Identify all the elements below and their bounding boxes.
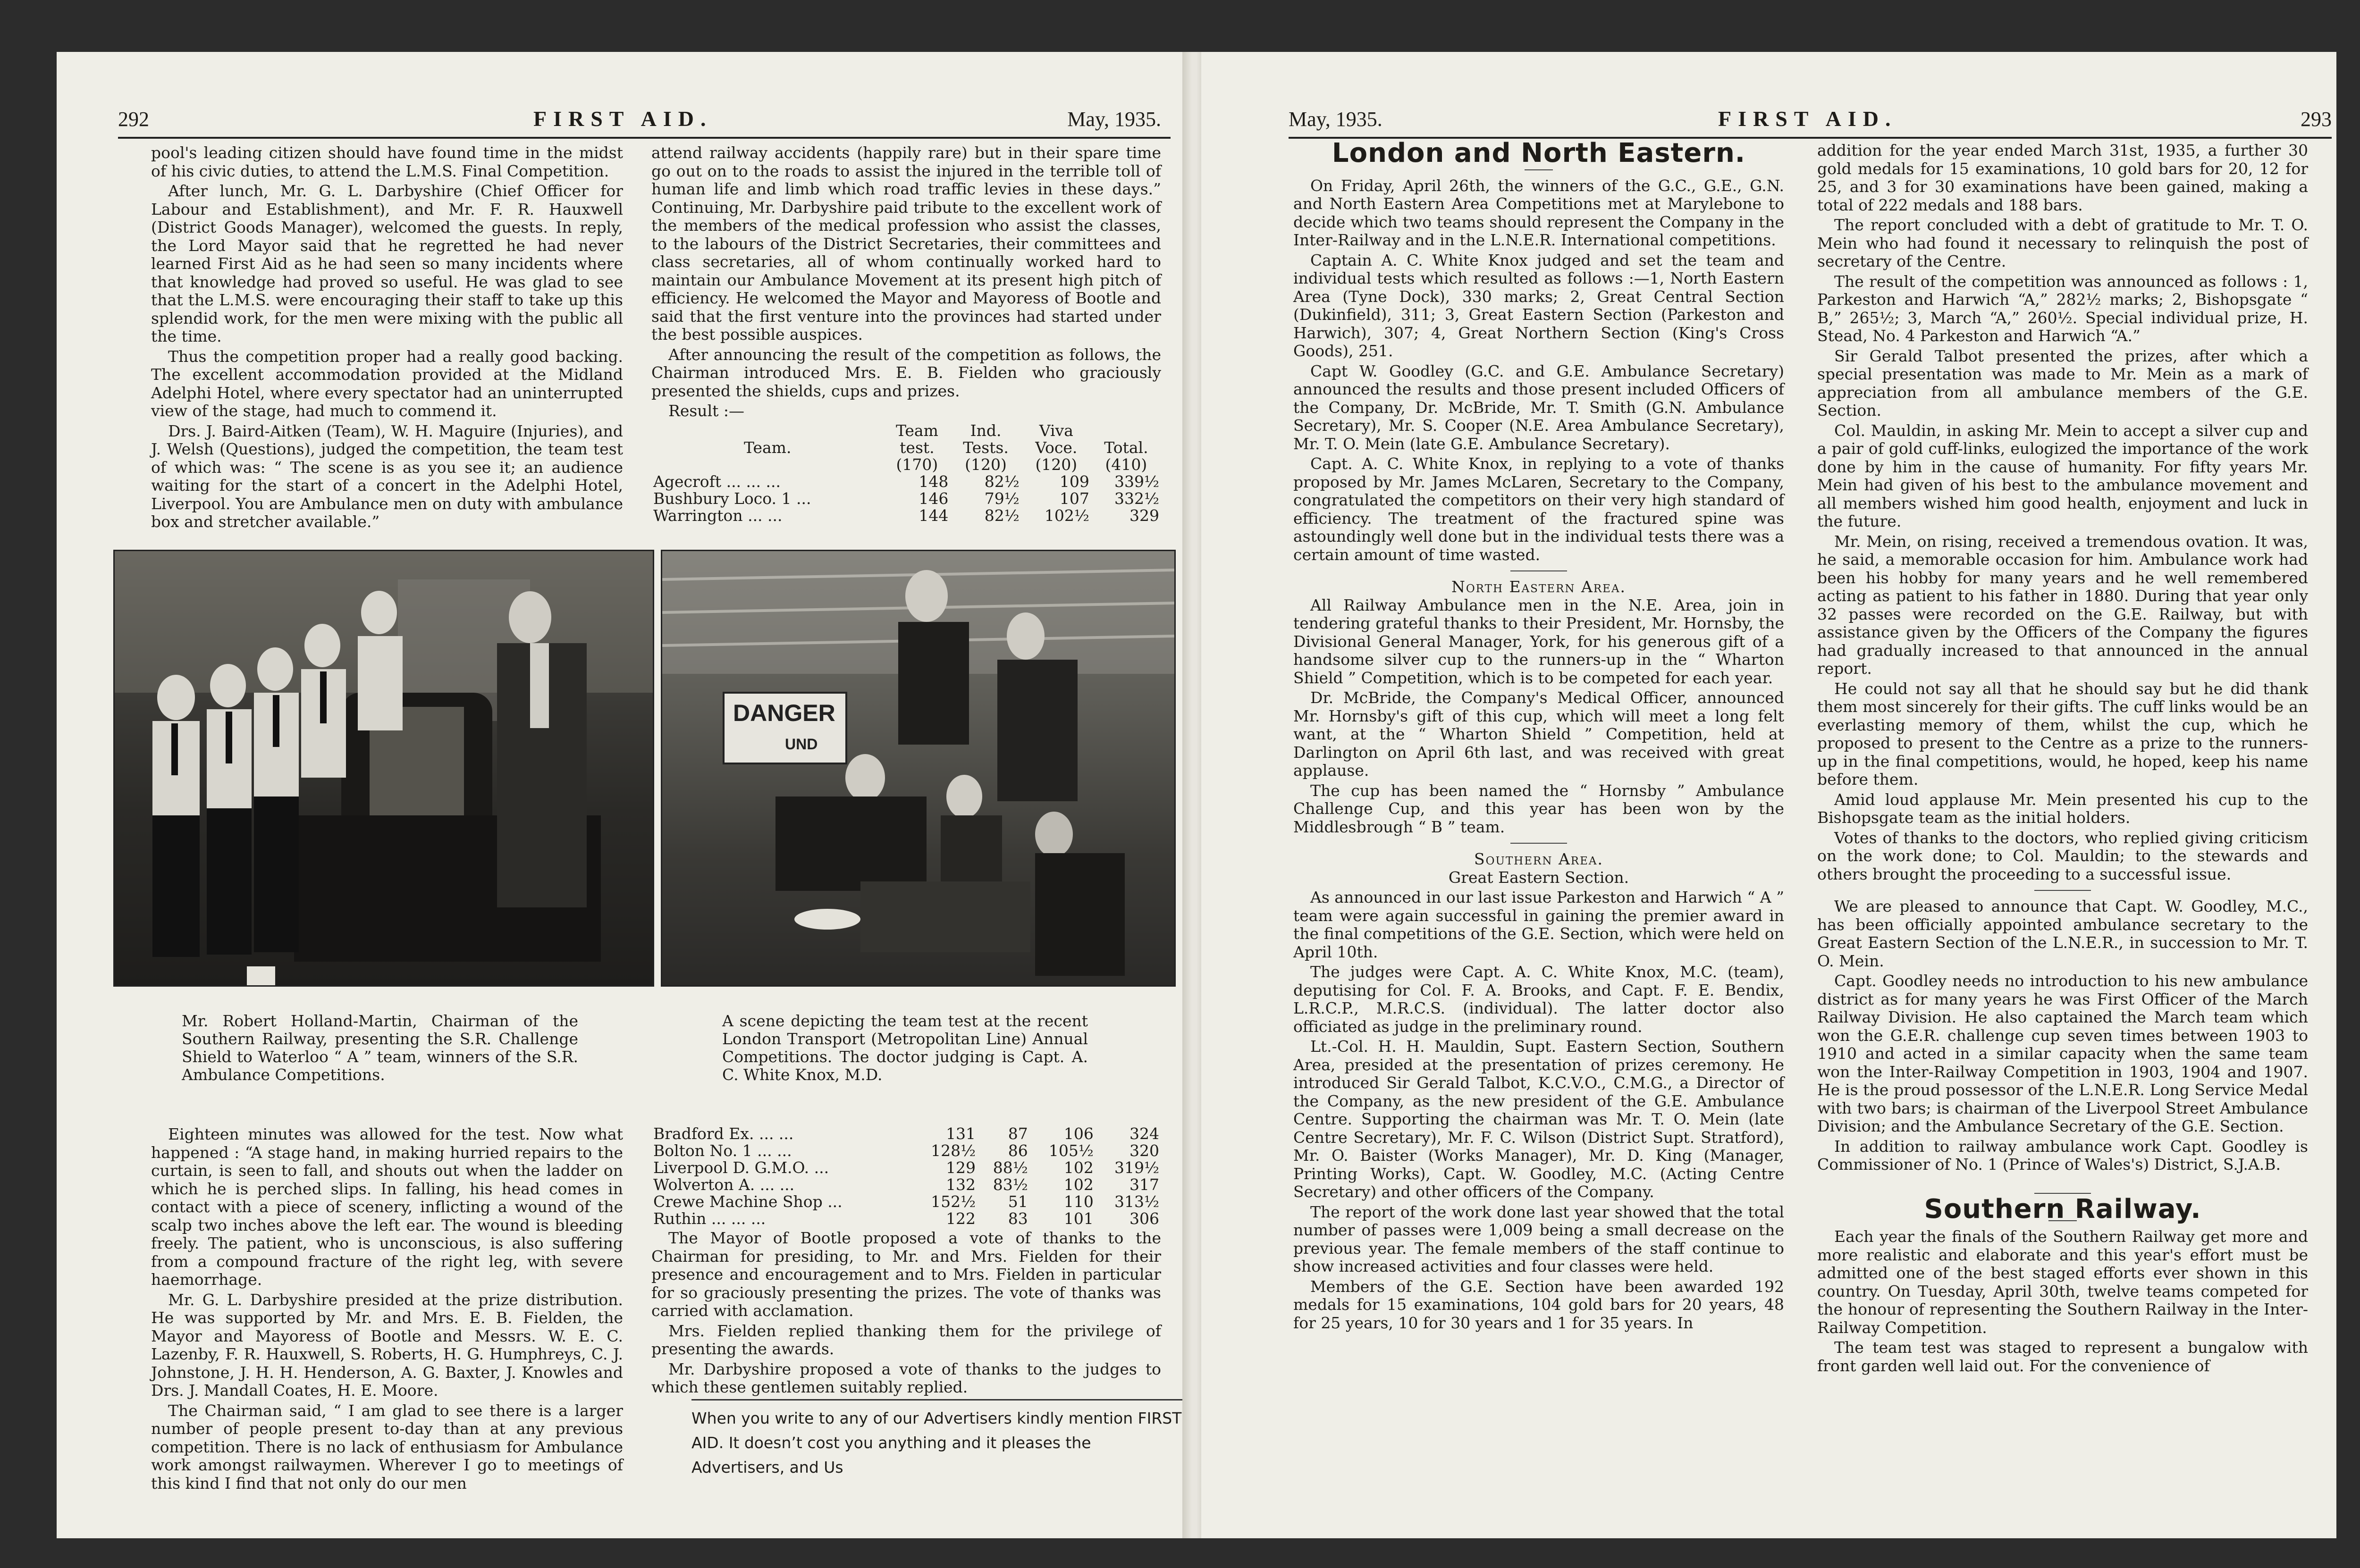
table-cell: Liverpool D. G.M.O. ...: [653, 1158, 829, 1177]
table-cell: 332½: [1114, 489, 1159, 508]
goodley-paragraphs: [1817, 897, 2308, 1174]
results-table-top: [651, 422, 1161, 524]
table-header-cell: (170): [896, 455, 938, 474]
table-cell: 101: [1063, 1209, 1094, 1228]
table-row: [651, 490, 1161, 507]
table-header-cell: [651, 422, 884, 439]
danger-sign-subtext: UND: [785, 736, 818, 753]
table-cell: 110: [1063, 1192, 1094, 1211]
table-cell: Agecroft ... ... ...: [653, 472, 781, 491]
table-cell: 313½: [1114, 1192, 1159, 1211]
table-header-row: [651, 439, 1161, 456]
table-cell: 86: [1008, 1141, 1028, 1160]
paragraph: Amid loud applause Mr. Mein presented his cup to the Bishopsgate team as the initial holders.: [1817, 790, 2308, 827]
table-cell: 102: [1063, 1175, 1094, 1194]
table-cell: 102: [1063, 1158, 1094, 1177]
left-column-1-bottom: [151, 1125, 623, 1494]
divider: [1510, 843, 1567, 844]
table-cell: Bushbury Loco. 1 ...: [653, 489, 811, 508]
caption-team-test: A scene depicting the team test at the recent London Transport (Metropolitan Line) Annual Competitions. The doctor judging is Capt. A. C. White Knox, M.D.: [722, 1012, 1088, 1084]
paragraph: Mr. G. L. Darbyshire presided at the prize distribution. He was supported by Mr. and Mrs. E. B. Fielden, the Mayor and Mayoress of Bootle and Messrs. W. E. C. Lazenby, F. R. Hauxwell, S. Roberts, H. G. Humphreys, C. J. Johnstone, J. H. H. Henderson, A. G. Baxter, J. Knowles and Drs. J. Mandall Coates, H. E. Moore.: [151, 1290, 623, 1400]
table-cell: 132: [946, 1175, 976, 1194]
table-cell: 148: [919, 472, 949, 491]
issue-date: May, 1935.: [1067, 108, 1161, 131]
paragraph: The report of the work done last year showed that the total number of passes were 1,009 being a small decrease on the previous year. The female members of the staff continue to show increased activities and four classes were held.: [1293, 1202, 1784, 1275]
photo-shield-presentation: [113, 550, 654, 987]
paragraph: Drs. J. Baird-Aitken (Team), W. H. Maguire (Injuries), and J. Welsh (Questions), judged the competition, the team test of which was: “ The scene is as you see it; an audience waiting for the start of a concert in the Adelphi Hotel, Liverpool. You are Ambulance men on duty with ambulance box and stretcher available.”: [151, 421, 623, 531]
paragraph: After announcing the result of the competition as follows, the Chairman introduced Mrs. E. B. Fielden who graciously presented the shields, cups and prizes.: [651, 345, 1161, 400]
paragraph: Dr. McBride, the Company's Medical Officer, announced Mr. Hornsby's gift of this cup, which will meet a long felt want, at the “ Wharton Shield ” Competition, held at Darlington on April 6th last, and was received with great applause.: [1293, 688, 1784, 780]
left-page: [57, 52, 1187, 1538]
table-header-cell: Team.: [744, 438, 792, 457]
paragraph: The Chairman said, “ I am glad to see there is a larger number of people present to-day than at any previous competition. There is no lack of enthusiasm for Ambulance work amongst railwaymen. Wherever I go to meetings of this kind I find that not only do our men: [151, 1401, 623, 1493]
table-header-cell: Viva: [1039, 421, 1073, 440]
table-row: [651, 1193, 1161, 1210]
table-header-cell: Ind.: [970, 421, 1002, 440]
column-2-paragraphs: [1817, 142, 2308, 883]
table-row: [651, 1159, 1161, 1176]
photo-team-test-scene: [661, 550, 1176, 987]
paragraph: The team test was staged to represent a bungalow with front garden well laid out. For the convenience of: [1817, 1338, 2308, 1375]
table-cell: 83½: [993, 1175, 1028, 1194]
paragraph: Votes of thanks to the doctors, who replied giving criticism on the work done; to Col. Mauldin; to the stewards and others brought the proceeding to a successful issue.: [1817, 828, 2308, 883]
page-number: 293: [2301, 108, 2332, 131]
table-row: [651, 1210, 1161, 1227]
table-header-cell: (120): [1035, 455, 1078, 474]
paragraph: The Mayor of Bootle proposed a vote of thanks to the Chairman for presiding, to Mr. and Mrs. Fielden for their presence and encouragement and to Mrs. Fielden in particular for so graciously presenting the prizes. The vote of thanks was carried with acclamation.: [651, 1229, 1161, 1320]
journal-title: FIRST AID.: [1718, 107, 1897, 131]
table-cell: 88½: [993, 1158, 1028, 1177]
north-eastern-paragraphs: [1293, 596, 1784, 837]
paragraph: After lunch, Mr. G. L. Darbyshire (Chief Officer for Labour and Establishment), and Mr. F. R. Hauxwell (District Goods Manager), welcomed the guests. In reply, the Lord Mayor said that he regretted he had never learned First Aid as he had seen so many incidents where that knowledge had proved so useful. He was glad to see that the L.M.S. were encouraging their staff to take up this splendid work, for the men were mixing with the public all the time.: [151, 182, 623, 345]
table-cell: 105½: [1048, 1141, 1094, 1160]
paragraph: addition for the year ended March 31st, 1935, a further 30 gold medals for 15 examinations, 10 gold bars for 20, 12 for 25, and 3 for 30 examinations have been gained, making a total of 222 medals and 188 bars.: [1817, 141, 2308, 214]
paragraph: The judges were Capt. A. C. White Knox, M.C. (team), deputising for Col. F. A. Brooks, and Capt. F. E. Bendix, L.R.C.P., M.R.C.S. (individual). The latter doctor also officiated as judge in the preliminary round.: [1293, 963, 1784, 1036]
table-cell: 144: [919, 506, 949, 525]
table-cell: 319½: [1114, 1158, 1159, 1177]
table-cell: 107: [1059, 489, 1089, 508]
paragraph: Capt W. Goodley (G.C. and G.E. Ambulance Secretary) announced the results and those present included Officers of the Company, Dr. McBride, Mr. T. Smith (G.N. Ambulance Secretary), Mr. S. Cooper (N.E. Area Ambulance Secretary), Mr. T. O. Mein (late G.E. Ambulance Secretary).: [1293, 361, 1784, 453]
paragraph: Capt. Goodley needs no introduction to his new ambulance district as for many years he was First Officer of the March Railway Division. He also captained the March team which won the G.E.R. challenge cup seven times between 1903 to 1910 and acted in a similar capacity when the same team won the Inter-Railway Competition in 1903, 1904 and 1907. He is the proud possessor of the L.N.E.R. Long Service Medal with two bars; is chairman of the Liverpool Street Ambulance Division; and the Ambulance Secretary of the G.E. Section.: [1817, 972, 2308, 1135]
table-cell: 339½: [1114, 472, 1159, 491]
paragraph: Col. Mauldin, in asking Mr. Mein to accept a silver cup and a pair of gold cuff-links, eulogized the importance of the work done by him in the cause of humanity. For fifty years Mr. Mein had given of his best to the ambulance movement and all members wished him good health, enjoyment and luck in the future.: [1817, 421, 2308, 530]
table-cell: 129: [946, 1158, 976, 1177]
table-cell: Wolverton A. ... ...: [653, 1175, 795, 1194]
column-2-bottom-paragraphs: [651, 1229, 1161, 1397]
table-header-cell: (120): [965, 455, 1007, 474]
journal-title: FIRST AID.: [533, 107, 713, 131]
page-number: 292: [118, 108, 149, 131]
right-page-header: [1289, 99, 2332, 139]
table-header-cell: [1091, 422, 1161, 439]
table-header-cell: test.: [900, 438, 935, 457]
table-cell: 128½: [931, 1141, 976, 1160]
right-page: [1201, 52, 2336, 1538]
paragraph: Lt.-Col. H. H. Mauldin, Supt. Eastern Section, Southern Area, presided at the presentation of prizes ceremony. He introduced Sir Gerald Talbot, K.C.V.O., C.M.G., a Director of the Company, as the new president of the G.E. Ambulance Centre. Supporting the chairman was Mr. T. O. Mein (late Centre Secretary), Mr. F. C. Wilson (District Supt. Stratford), Mr. O. Baister (Works Manager), Mr. D. King (Manager, Printing Works), Capt. W. Goodley, M.C. (Acting Centre Secretary) and other officers of the Company.: [1293, 1037, 1784, 1201]
southern-area-paragraphs: [1293, 889, 1784, 1332]
table-cell: 320: [1129, 1141, 1159, 1160]
heading-lner: London and North Eastern.: [1332, 138, 1746, 168]
left-page-header: [118, 99, 1171, 139]
table-cell: 83: [1008, 1209, 1028, 1228]
table-cell: 82½: [984, 506, 1020, 525]
photo-shield-presentation-drawing: [115, 551, 653, 985]
table-cell: 324: [1129, 1124, 1159, 1143]
photo-team-test-scene-drawing: [662, 551, 1174, 985]
paragraph: Mr. Darbyshire proposed a vote of thanks to the judges to which these gentlemen suitably replied.: [651, 1359, 1161, 1396]
left-column-1: [151, 144, 623, 533]
subheading-great-eastern-section: Great Eastern Section.: [1448, 868, 1629, 887]
table-row: [651, 1142, 1161, 1159]
result-label: Result :—: [668, 402, 744, 420]
left-column-2: [651, 144, 1161, 524]
table-header-cell: Voce.: [1035, 438, 1078, 457]
table-cell: 102½: [1044, 506, 1089, 525]
table-cell: 51: [1008, 1192, 1028, 1211]
table-cell: 109: [1059, 472, 1089, 491]
caption-shield-presentation: Mr. Robert Holland-Martin, Chairman of the Southern Railway, presenting the S.R. Challenge Shield to Waterloo “ A ” team, winners of the S.R. Ambulance Competitions.: [182, 1012, 578, 1084]
paragraph: All Railway Ambulance men in the N.E. Area, join in tendering grateful thanks to their President, Mr. Hornsby, the Divisional General Manager, York, for his generous gift of a handsome silver cup to the runners-up in the “ Wharton Shield ” Competition, which is to be competed for each year.: [1293, 595, 1784, 687]
table-cell: 131: [946, 1124, 976, 1143]
paragraph: As announced in our last issue Parkeston and Harwich “ A ” team were again successful in gaining the premier award in the final competitions of the G.E. Section, which were held on April 10th.: [1293, 888, 1784, 961]
lner-paragraphs: [1293, 177, 1784, 564]
table-cell: Bolton No. 1 ... ...: [653, 1141, 792, 1160]
right-column-2: [1817, 142, 2308, 1377]
table-cell: 306: [1129, 1209, 1159, 1228]
results-table-bottom: [651, 1125, 1161, 1227]
paragraph: Eighteen minutes was allowed for the test. Now what happened : “A stage hand, in making hurried repairs to the curtain, is seen to fall, and shouts out when the ladder on which he is perched slips. In falling, his head comes in contact with a piece of scenery, inflicting a wound of the scalp two inches above the left ear. The wound is bleeding freely. The patient, who is unconscious, is also suffering from a compound fracture of the right leg, with severe haemorrhage.: [151, 1125, 623, 1289]
table-header-cell: (410): [1105, 455, 1147, 474]
table-header-row: [651, 456, 1161, 473]
table-cell: Ruthin ... ... ...: [653, 1209, 766, 1228]
table-cell: Warrington ... ...: [653, 506, 783, 525]
table-header-cell: [651, 456, 884, 473]
subheading-north-eastern-area: North Eastern Area.: [1451, 578, 1627, 596]
table-cell: 317: [1129, 1175, 1159, 1194]
paragraph: pool's leading citizen should have found time in the midst of his civic duties, to attend the L.M.S. Final Competition.: [151, 143, 623, 180]
danger-sign-text: DANGER: [733, 700, 835, 726]
paragraph: Each year the finals of the Southern Railway get more and more realistic and elaborate and this year's effort must be admitted one of the best staged efforts ever shown in this country. On Tuesday, April 30th, twelve teams competed for the honour of representing the Southern Railway in the Inter-Railway Competition.: [1817, 1227, 2308, 1337]
table-cell: 146: [919, 489, 949, 508]
table-header-cell: Total.: [1104, 438, 1148, 457]
paragraph: attend railway accidents (happily rare) but in their spare time go out on to the roads to assist the injured in the terrible toll of human life and limb which road traffic levies in these days.” Continuing, Mr. Darbyshire paid tribute to the excellent work of the members of the medical profession who assist the classes, to the labours of the District Secretaries, their committees and class secretaries, all of whom continually worked hard to maintain our Ambulance Movement at its present high pitch of efficiency. He welcomed the Mayor and Mayoress of Bootle and said that the first venture into the provinces had started under the best possible auspices.: [651, 143, 1161, 344]
right-column-1: [1293, 138, 1784, 1334]
issue-date: May, 1935.: [1289, 108, 1382, 131]
divider: [1525, 169, 1553, 170]
table-cell: 106: [1063, 1124, 1094, 1143]
paragraph: Thus the competition proper had a really good backing. The excellent accommodation provided at the Midland Adelphi Hotel, where every spectator had an uninterrupted view of the stage, had much to commend it.: [151, 347, 623, 420]
paragraph: He could not say all that he should say but he did thank them most sincerely for their gifts. The cuff links would be an everlasting memory of them, whilst the cup, which he proposed to present to the Centre as a prize to the runners-up in the final competitions, would, he hoped, keep his name before them.: [1817, 679, 2308, 788]
table-row: [651, 1176, 1161, 1193]
southern-railway-paragraphs: [1817, 1228, 2308, 1375]
paragraph: Sir Gerald Talbot presented the prizes, after which a special presentation was made to Mr. Mein as a mark of appreciation from all ambulance members of the G.E. Section.: [1817, 346, 2308, 419]
paragraph: Members of the G.E. Section have been awarded 192 medals for 15 examinations, 104 gold bars for 20 years, 48 for 25 years, 10 for 30 years and 1 for 35 years. In: [1293, 1277, 1784, 1332]
table-header-cell: Team: [895, 421, 938, 440]
table-header-row: [651, 422, 1161, 439]
paragraph: Captain A. C. White Knox judged and set the team and individual tests which resulted as follows :—1, North Eastern Area (Tyne Dock), 330 marks; 2, Great Central Section (Dukinfield), 311; 3, Great Eastern Section (Parkeston and Harwich), 307; 4, Great Northern Section (King's Cross Goods), 251.: [1293, 251, 1784, 360]
paragraph: The report concluded with a debt of gratitude to Mr. T. O. Mein who had found it necessary to relinquish the post of secretary of the Centre.: [1817, 216, 2308, 270]
paragraph: On Friday, April 26th, the winners of the G.C., G.E., G.N. and North Eastern Area Competitions met at Marylebone to decide which two teams should represent the Company in the Inter-Railway and in the L.N.E.R. International competitions.: [1293, 176, 1784, 249]
table-cell: 329: [1129, 506, 1159, 525]
heading-southern-railway: Southern Railway.: [1924, 1193, 2201, 1224]
table-cell: 122: [946, 1209, 976, 1228]
paragraph: Mrs. Fielden replied thanking them for the privilege of presenting the awards.: [651, 1321, 1161, 1358]
paragraph: Capt. A. C. White Knox, in replying to a vote of thanks proposed by Mr. James McLaren, Secretary to the Company, congratulated the competitors on their very high standard of efficiency. The treatment of the fractured spine was astoundingly well done but in the individual tests there was a certain amount of time wasted.: [1293, 454, 1784, 564]
paragraph: We are pleased to announce that Capt. W. Goodley, M.C., has been officially appointed ambulance secretary to the Great Eastern Section of the L.N.E.R., in succession to Mr. T. O. Mein.: [1817, 897, 2308, 970]
divider: [2034, 890, 2091, 891]
table-header-cell: Tests.: [963, 438, 1009, 457]
paragraph: Mr. Mein, on rising, received a tremendous ovation. It was, he said, a memorable occasion for him. Ambulance work had been his hobby for many years and he well remembered acting as patient to his father in 1880. During that year only 32 passes were recorded on the G.E. Railway, but with assistance given by the Officers of the Company the figures had gradually increased to that announced in the annual report.: [1817, 532, 2308, 678]
table-cell: 87: [1008, 1124, 1028, 1143]
column-2-paragraphs: [651, 144, 1161, 400]
subheading-southern-area: Southern Area.: [1474, 850, 1603, 868]
advertiser-notice: When you write to any of our Advertisers kindly mention FIRST AID. It doesn’t cost you anything and it pleases the Advertisers, and Us: [691, 1399, 1182, 1480]
table-cell: 79½: [984, 489, 1020, 508]
paragraph: The cup has been named the “ Hornsby ” Ambulance Challenge Cup, and this year has been won by the Middlesbrough “ B ” team.: [1293, 781, 1784, 836]
table-row: [651, 1125, 1161, 1142]
divider: [1510, 570, 1567, 571]
paragraph: The result of the competition was announced as follows : 1, Parkeston and Harwich “A,” 282½ marks; 2, Bishopsgate “ B,” 265½; 3, March “A,” 260½. Special individual prize, H. Stead, No. 4 Parkeston and Harwich “A.”: [1817, 272, 2308, 345]
table-cell: Crewe Machine Shop ...: [653, 1192, 843, 1211]
left-column-2-bottom: [651, 1125, 1161, 1399]
table-cell: 82½: [984, 472, 1020, 491]
table-row: [651, 507, 1161, 524]
table-cell: 152½: [931, 1192, 976, 1211]
table-row: [651, 473, 1161, 490]
paragraph: In addition to railway ambulance work Capt. Goodley is Commissioner of No. 1 (Prince of Wales's) District, S.J.A.B.: [1817, 1137, 2308, 1174]
table-cell: Bradford Ex. ... ...: [653, 1124, 794, 1143]
